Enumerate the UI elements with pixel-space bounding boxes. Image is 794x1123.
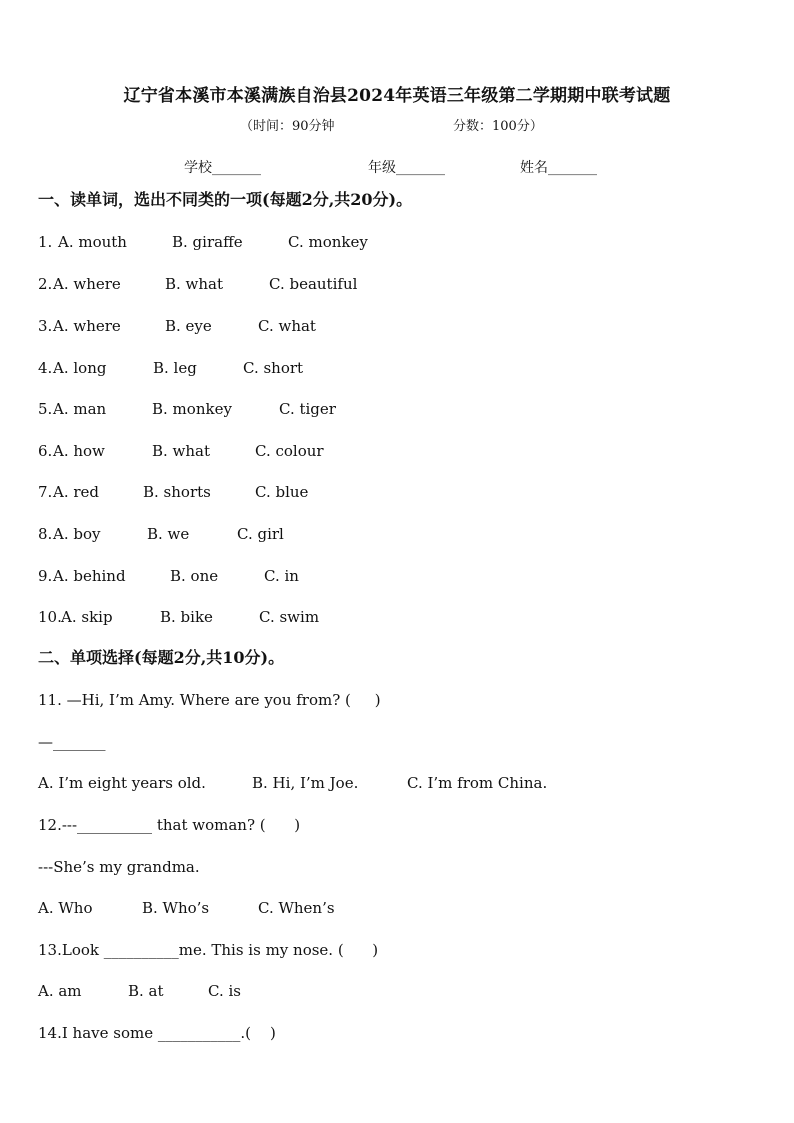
option-b: B. eye <box>165 317 212 335</box>
option-b: B. monkey <box>152 400 232 418</box>
option-a: A. mouth <box>58 233 127 251</box>
option-b: B. shorts <box>143 483 211 501</box>
option-b: B. one <box>170 567 219 585</box>
option-c: C. When’s <box>258 899 335 917</box>
grade-field: 年级_______ <box>368 160 445 176</box>
option-c: C. short <box>243 359 304 377</box>
option-c: C. girl <box>237 525 284 543</box>
option-a: A. where <box>53 317 121 335</box>
question-number: 2. <box>38 275 53 293</box>
exam-time: （时间：90分钟 <box>240 119 335 134</box>
option-b: B. Hi, I’m Joe. <box>252 774 359 792</box>
question-number: 1. <box>38 233 58 251</box>
option-a: A. how <box>53 442 105 460</box>
question-number: 3. <box>38 317 53 335</box>
option-c: C. colour <box>255 442 324 460</box>
option-a: A. where <box>53 275 121 293</box>
question-stem: 12.---__________ that woman? ( ) <box>38 816 301 834</box>
option-c: C. tiger <box>279 400 336 418</box>
question-number: 5. <box>38 400 53 418</box>
option-b: B. bike <box>160 608 213 626</box>
question-number: 7. <box>38 483 53 501</box>
option-b: B. what <box>165 275 224 293</box>
question-number: 10. <box>38 608 62 626</box>
question-reply: ---She’s my grandma. <box>38 858 200 876</box>
option-c: C. monkey <box>288 233 368 251</box>
option-a: A. behind <box>53 567 126 585</box>
question-number: 4. <box>38 359 53 377</box>
school-field: 学校_______ <box>184 160 261 176</box>
question-number: 6. <box>38 442 53 460</box>
section1-heading: 一、读单词，选出不同类的一项(每题2分,共20分)。 <box>38 190 413 209</box>
option-c: C. is <box>208 982 241 1000</box>
option-a: A. am <box>38 982 82 1000</box>
option-b: B. leg <box>153 359 197 377</box>
option-c: C. in <box>264 567 299 585</box>
option-b: B. we <box>147 525 190 543</box>
option-c: C. I’m from China. <box>407 774 548 792</box>
answer-blank: —_______ <box>38 733 106 751</box>
option-c: C. blue <box>255 483 309 501</box>
exam-score: 分数：100分） <box>453 119 543 134</box>
option-a: A. man <box>53 400 107 418</box>
option-a: A. skip <box>61 608 113 626</box>
option-c: C. what <box>258 317 316 335</box>
option-c: C. swim <box>259 608 320 626</box>
name-field: 姓名_______ <box>520 160 597 176</box>
page-title: 辽宁省本溪市本溪满族自治县2024年英语三年级第二学期期中联考试题 <box>123 86 671 106</box>
question-stem: 13.Look __________me. This is my nose. ( ) <box>38 941 379 959</box>
question-stem: 14.I have some ___________.( ) <box>38 1024 276 1042</box>
option-a: A. Who <box>38 899 93 917</box>
question-stem: 11. —Hi, I’m Amy. Where are you from? ( ) <box>38 691 381 709</box>
option-a: A. red <box>53 483 100 501</box>
option-a: A. boy <box>53 525 101 543</box>
option-a: A. I’m eight years old. <box>38 774 206 792</box>
section2-heading: 二、单项选择(每题2分,共10分)。 <box>38 648 285 667</box>
option-b: B. giraffe <box>172 233 243 251</box>
option-b: B. what <box>152 442 211 460</box>
option-a: A. long <box>53 359 107 377</box>
question-number: 9. <box>38 567 53 585</box>
option-b: B. at <box>128 982 164 1000</box>
question-number: 8. <box>38 525 53 543</box>
option-c: C. beautiful <box>269 275 358 293</box>
option-b: B. Who’s <box>142 899 210 917</box>
